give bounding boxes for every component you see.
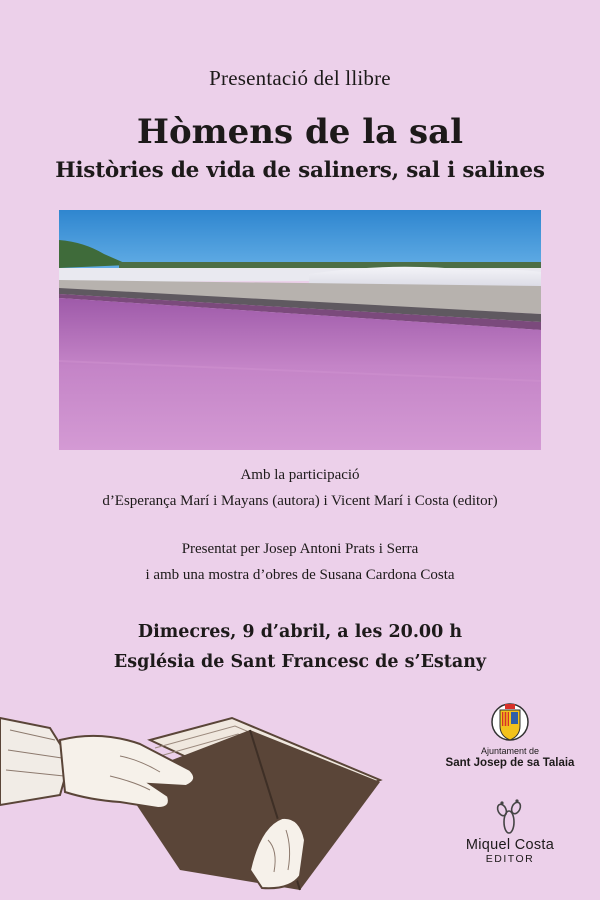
presenter-line: Presentat per Josep Antoni Prats i Serra [181,541,419,557]
cactus-logo-icon [493,798,527,836]
council-label-small: Ajuntament de [480,746,540,756]
hands-holding-book-illustration [0,700,390,900]
coat-of-arms-icon [490,700,530,744]
event-date-time: Dimecres, 9 d’abril, a les 20.00 h [137,622,463,642]
book-title: Hòmens de la sal [136,112,464,152]
salt-flats-photo [59,210,541,450]
publisher-role: EDITOR [485,853,535,865]
publisher-name: Miquel Costa [465,837,555,853]
exhibition-line: i amb una mostra d’obres de Susana Cardona Costa [145,567,455,583]
event-venue: Església de Sant Francesc de s’Estany [113,652,487,672]
book-subtitle: Històries de vida de saliners, sal i salines [55,158,545,183]
council-logo [440,700,580,769]
intro-text: Presentació del llibre [209,66,391,90]
participation-intro: Amb la participació [240,467,360,483]
council-name: Sant Josep de sa Talaia [445,757,575,769]
publisher-logo [450,798,570,865]
participants-line: d’Esperança Marí i Mayans (autora) i Vicent Marí i Costa (editor) [102,493,498,509]
